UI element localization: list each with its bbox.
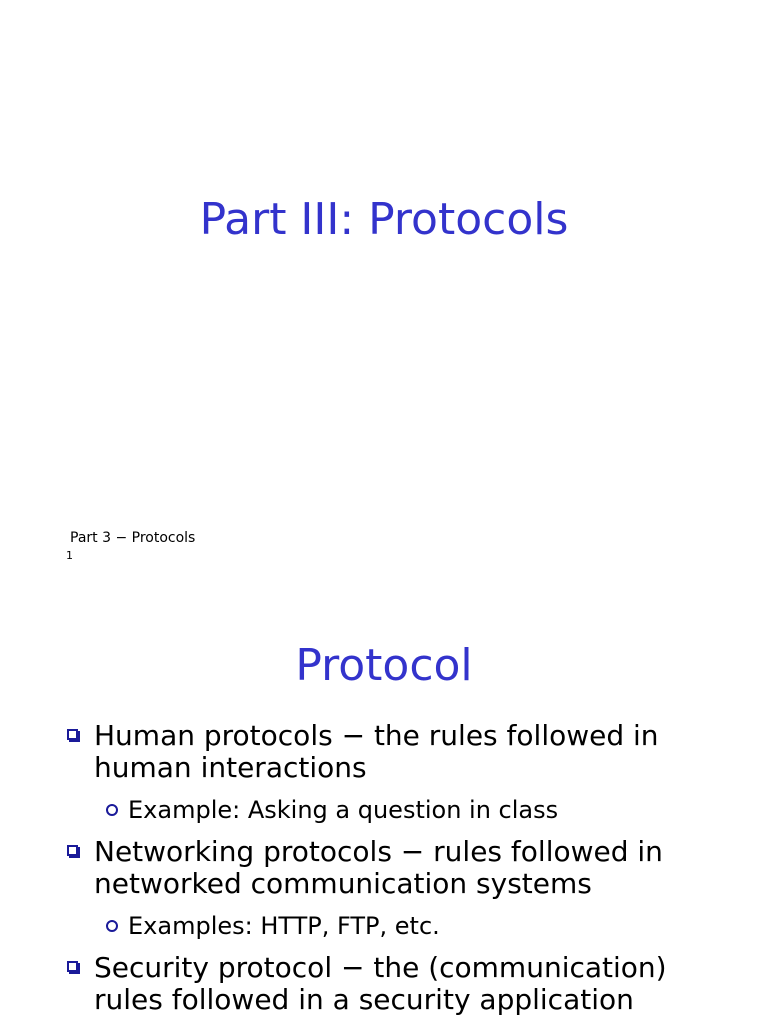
circle-bullet-icon xyxy=(106,804,118,816)
square-bullet-icon xyxy=(67,961,78,972)
slide-footer: Part 3 − Protocols xyxy=(70,530,196,546)
slide-title: Protocol xyxy=(295,640,473,691)
bullet-text: Security protocol − the (communication) rules followed in a security application xyxy=(94,951,667,1016)
bullet-text: Human protocols − the rules followed in human interactions xyxy=(94,719,659,784)
bullet-item xyxy=(94,720,734,784)
circle-bullet-icon xyxy=(106,920,118,932)
bullet-item xyxy=(94,952,734,1016)
square-bullet-icon xyxy=(67,729,78,740)
sub-bullet-item xyxy=(128,912,748,940)
bullet-item xyxy=(94,836,734,900)
sub-bullet-item xyxy=(128,796,748,824)
sub-bullet-text: Example: Asking a question in class xyxy=(128,796,559,824)
slide-2 xyxy=(0,576,768,1024)
sub-bullet-text: Examples: HTTP, FTP, etc. xyxy=(128,912,440,940)
slide-title: Part III: Protocols xyxy=(199,194,569,245)
square-bullet-icon xyxy=(67,845,78,856)
page-number: 1 xyxy=(66,549,73,562)
bullet-text: Networking protocols − rules followed in networked communication systems xyxy=(94,835,663,900)
